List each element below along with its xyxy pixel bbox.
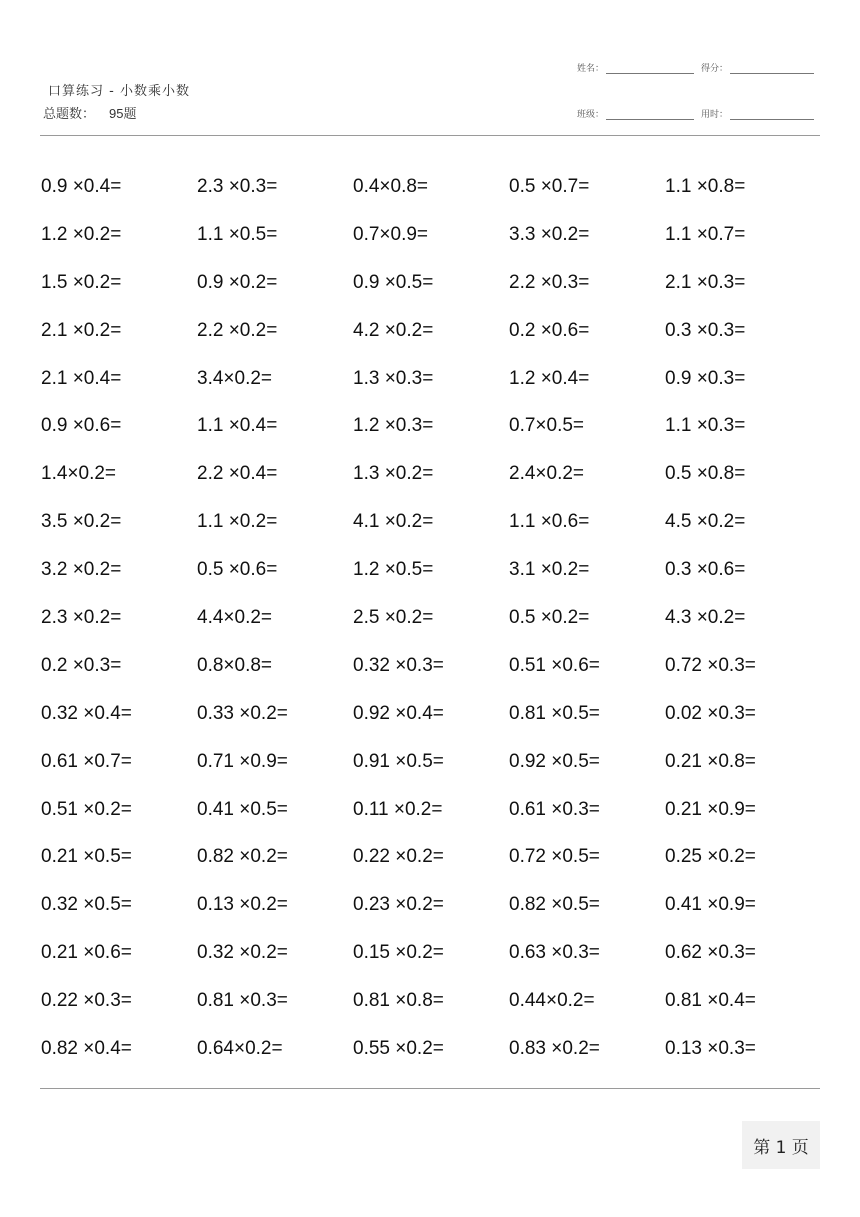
problem-item: 0.9 ×0.4= (41, 176, 122, 197)
problem-item: 0.92 ×0.4= (353, 702, 444, 724)
problem-item: 0.32 ×0.3= (353, 654, 444, 676)
problem-item: 0.15 ×0.2= (353, 942, 444, 964)
problem-item: 0.41 ×0.9= (665, 894, 756, 916)
worksheet-title: 口算练习 - 小数乘小数 (48, 84, 190, 99)
problem-item: 0.22 ×0.3= (41, 990, 132, 1012)
problem-item: 0.5 ×0.7= (509, 176, 590, 197)
problem-item: 0.11 ×0.2= (353, 798, 443, 820)
problem-item: 0.13 ×0.2= (197, 894, 288, 916)
problem-item: 0.82 ×0.5= (509, 894, 600, 916)
problem-item: 0.25 ×0.2= (665, 846, 756, 868)
problem-item: 0.81 ×0.5= (509, 702, 600, 724)
problem-item: 1.1 ×0.2= (197, 511, 278, 533)
problem-item: 0.72 ×0.5= (509, 846, 600, 868)
problem-item: 2.3 ×0.2= (41, 607, 122, 629)
problem-item: 0.9 ×0.5= (353, 271, 434, 293)
problem-count-value: 95题 (109, 106, 137, 121)
problem-item: 2.3 ×0.3= (197, 176, 278, 197)
problem-item: 1.2 ×0.2= (41, 223, 122, 245)
problem-item: 2.5 ×0.2= (353, 607, 434, 629)
problem-item: 3.1 ×0.2= (509, 559, 590, 581)
problem-item: 0.51 ×0.2= (41, 798, 132, 820)
problem-item: 0.82 ×0.4= (41, 1038, 132, 1060)
problem-item: 0.02 ×0.3= (665, 702, 756, 724)
problem-item: 1.1 ×0.7= (665, 223, 746, 245)
problem-item: 0.7×0.5= (509, 415, 585, 437)
problem-item: 0.7×0.9= (353, 223, 429, 245)
problem-item: 4.3 ×0.2= (665, 607, 746, 629)
problem-item: 0.9 ×0.3= (665, 367, 746, 389)
problem-item: 0.62 ×0.3= (665, 942, 756, 964)
problem-item: 0.13 ×0.3= (665, 1038, 756, 1060)
problem-item: 0.4×0.8= (353, 176, 429, 197)
problem-item: 1.1 ×0.3= (665, 415, 746, 437)
problem-item: 1.1 ×0.6= (509, 511, 590, 533)
problem-item: 2.1 ×0.3= (665, 271, 746, 293)
class-blank-line[interactable] (606, 109, 694, 120)
time-label: 用时： (701, 110, 729, 120)
score-field[interactable] (701, 61, 814, 74)
problem-item: 0.9 ×0.6= (41, 415, 122, 437)
class-label: 班级： (577, 110, 605, 120)
problem-item: 0.82 ×0.2= (197, 846, 288, 868)
name-blank-line[interactable] (606, 63, 694, 74)
problem-item: 0.72 ×0.3= (665, 654, 756, 676)
time-field[interactable] (701, 107, 814, 120)
problem-item: 0.5 ×0.8= (665, 463, 746, 485)
time-blank-line[interactable] (730, 109, 814, 120)
problem-item: 0.2 ×0.6= (509, 319, 590, 341)
problem-item: 4.5 ×0.2= (665, 511, 746, 533)
problem-item: 1.2 ×0.4= (509, 367, 590, 389)
problem-item: 0.23 ×0.2= (353, 894, 444, 916)
problem-item: 2.4×0.2= (509, 463, 585, 485)
problem-item: 0.64×0.2= (197, 1038, 283, 1060)
problem-item: 0.83 ×0.2= (509, 1038, 600, 1060)
problem-item: 1.1 ×0.5= (197, 223, 278, 245)
problem-item: 1.1 ×0.8= (665, 176, 746, 197)
problem-item: 2.2 ×0.4= (197, 463, 278, 485)
problem-item: 0.22 ×0.2= (353, 846, 444, 868)
problem-item: 0.3 ×0.3= (665, 319, 746, 341)
problem-item: 0.9 ×0.2= (197, 271, 278, 293)
header-divider (40, 135, 820, 136)
problem-item: 0.3 ×0.6= (665, 559, 746, 581)
problem-item: 0.51 ×0.6= (509, 654, 600, 676)
problem-item: 0.44×0.2= (509, 990, 595, 1012)
problem-item: 1.1 ×0.4= (197, 415, 278, 437)
footer-divider (40, 1088, 820, 1089)
problem-item: 1.2 ×0.3= (353, 415, 434, 437)
problem-item: 4.4×0.2= (197, 607, 273, 629)
problem-item: 0.61 ×0.3= (509, 798, 600, 820)
problem-count (43, 103, 136, 122)
problem-item: 0.81 ×0.4= (665, 990, 756, 1012)
problem-item: 1.3 ×0.2= (353, 463, 434, 485)
problem-item: 0.91 ×0.5= (353, 750, 444, 772)
problem-item: 0.61 ×0.7= (41, 750, 132, 772)
problem-item: 0.81 ×0.3= (197, 990, 288, 1012)
problem-item: 0.21 ×0.5= (41, 846, 132, 868)
problem-item: 3.5 ×0.2= (41, 511, 122, 533)
problem-grid (41, 170, 821, 1080)
problem-item: 3.2 ×0.2= (41, 559, 122, 581)
score-label: 得分： (701, 64, 729, 74)
problem-item: 0.41 ×0.5= (197, 798, 288, 820)
score-blank-line[interactable] (730, 63, 814, 74)
problem-item: 0.55 ×0.2= (353, 1038, 444, 1060)
problem-item: 0.5 ×0.2= (509, 607, 590, 629)
problem-item: 4.1 ×0.2= (353, 511, 434, 533)
problem-item: 0.33 ×0.2= (197, 702, 288, 724)
problem-item: 0.92 ×0.5= (509, 750, 600, 772)
page-number: 第 1 页 (742, 1121, 820, 1169)
problem-item: 2.2 ×0.3= (509, 271, 590, 293)
problem-item: 0.71 ×0.9= (197, 750, 288, 772)
problem-item: 0.8×0.8= (197, 654, 273, 676)
problem-item: 0.2 ×0.3= (41, 654, 122, 676)
problem-item: 0.21 ×0.9= (665, 798, 756, 820)
class-field[interactable] (577, 107, 694, 120)
problem-item: 0.21 ×0.6= (41, 942, 132, 964)
problem-item: 0.21 ×0.8= (665, 750, 756, 772)
problem-item: 1.3 ×0.3= (353, 367, 434, 389)
name-label: 姓名： (577, 64, 605, 74)
problem-item: 3.3 ×0.2= (509, 223, 590, 245)
name-field[interactable] (577, 61, 694, 74)
problem-item: 4.2 ×0.2= (353, 319, 434, 341)
problem-item: 0.32 ×0.2= (197, 942, 288, 964)
problem-item: 2.1 ×0.2= (41, 319, 122, 341)
problem-item: 2.1 ×0.4= (41, 367, 122, 389)
problem-item: 0.5 ×0.6= (197, 559, 278, 581)
problem-item: 0.63 ×0.3= (509, 942, 600, 964)
problem-item: 3.4×0.2= (197, 367, 273, 389)
problem-count-label: 总题数： (43, 107, 96, 122)
problem-item: 0.32 ×0.4= (41, 702, 132, 724)
problem-item: 0.32 ×0.5= (41, 894, 132, 916)
problem-item: 2.2 ×0.2= (197, 319, 278, 341)
problem-item: 1.4×0.2= (41, 463, 117, 485)
problem-item: 1.2 ×0.5= (353, 559, 434, 581)
problem-item: 0.81 ×0.8= (353, 990, 444, 1012)
problem-item: 1.5 ×0.2= (41, 271, 122, 293)
